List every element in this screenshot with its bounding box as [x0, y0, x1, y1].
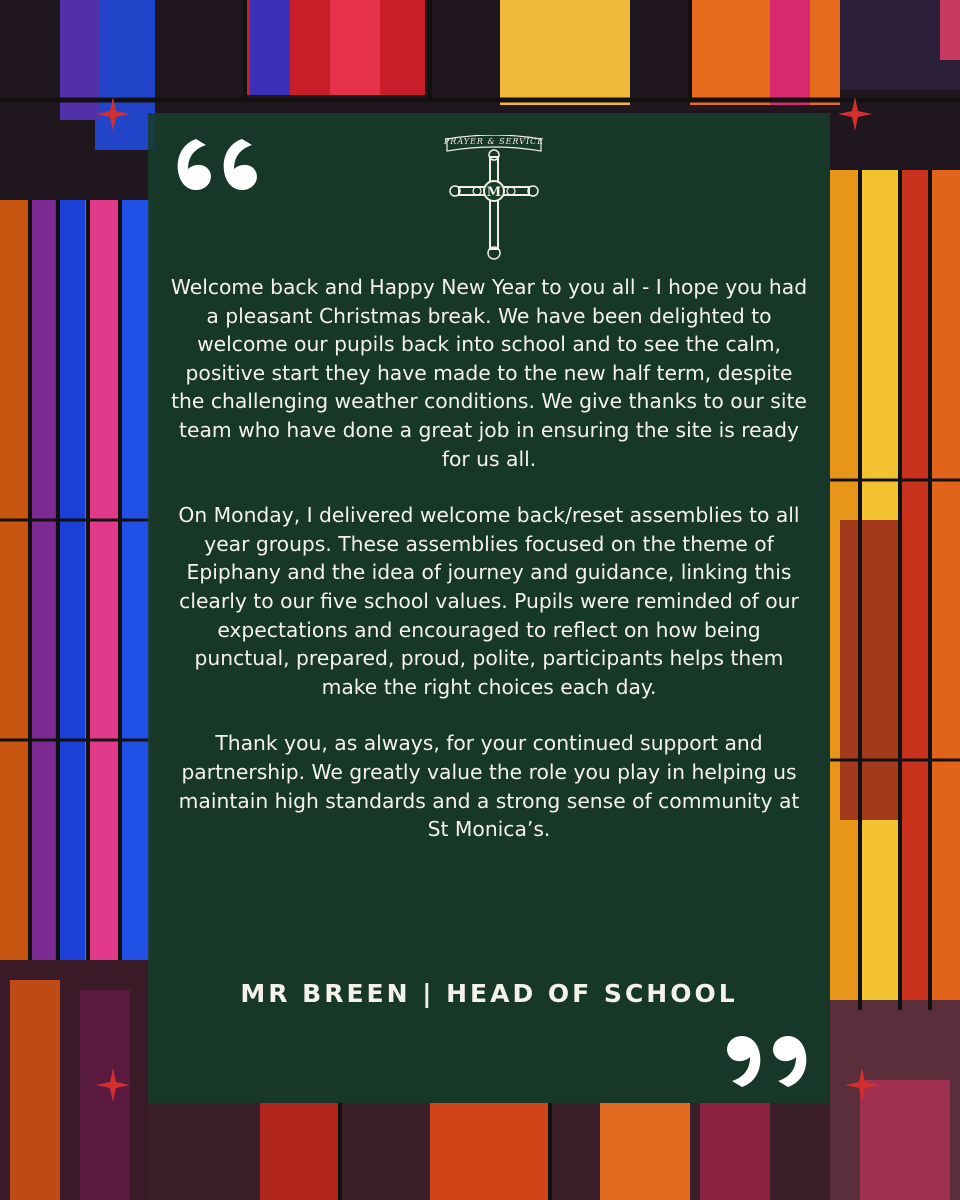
sparkle-icon [838, 97, 872, 131]
open-quote-icon [176, 131, 266, 209]
emblem-monogram: M [486, 185, 502, 200]
message-body [168, 273, 810, 872]
message-panel [148, 113, 830, 1103]
signature: MR BREEN | HEAD OF SCHOOL [240, 979, 738, 1008]
emblem-motto: PRAYER & SERVICE [443, 137, 545, 146]
sparkle-icon [845, 1068, 879, 1102]
school-emblem [439, 135, 549, 263]
message-paragraph: Welcome back and Happy New Year to you all - I hope you had a pleasant Christmas break. We have been delighted to welcome our pupils back into school and to see the calm, positive start they have made to the new half term, despite the challenging weather conditions. We give thanks to our site team who have done a great job in ensuring the site is ready for us all. [170, 275, 808, 471]
cross-emblem-icon [439, 135, 549, 263]
close-quote-icon [718, 1017, 808, 1089]
sparkle-icon [96, 97, 130, 131]
sparkle-icon [96, 1068, 130, 1102]
message-paragraph: On Monday, I delivered welcome back/reset assemblies to all year groups. These assemblies focused on the theme of Epiphany and the idea of journey and guidance, linking this clearly to our five school values. Pupils were reminded of our expectations and encouraged to reflect on how being punctual, prepared, proud, polite, participants helps them make the right choices each day. [178, 503, 800, 699]
message-paragraph: Thank you, as always, for your continued support and partnership. We greatly value the role you play in helping us maintain high standards and a strong sense of community at St Monica’s. [178, 731, 800, 842]
